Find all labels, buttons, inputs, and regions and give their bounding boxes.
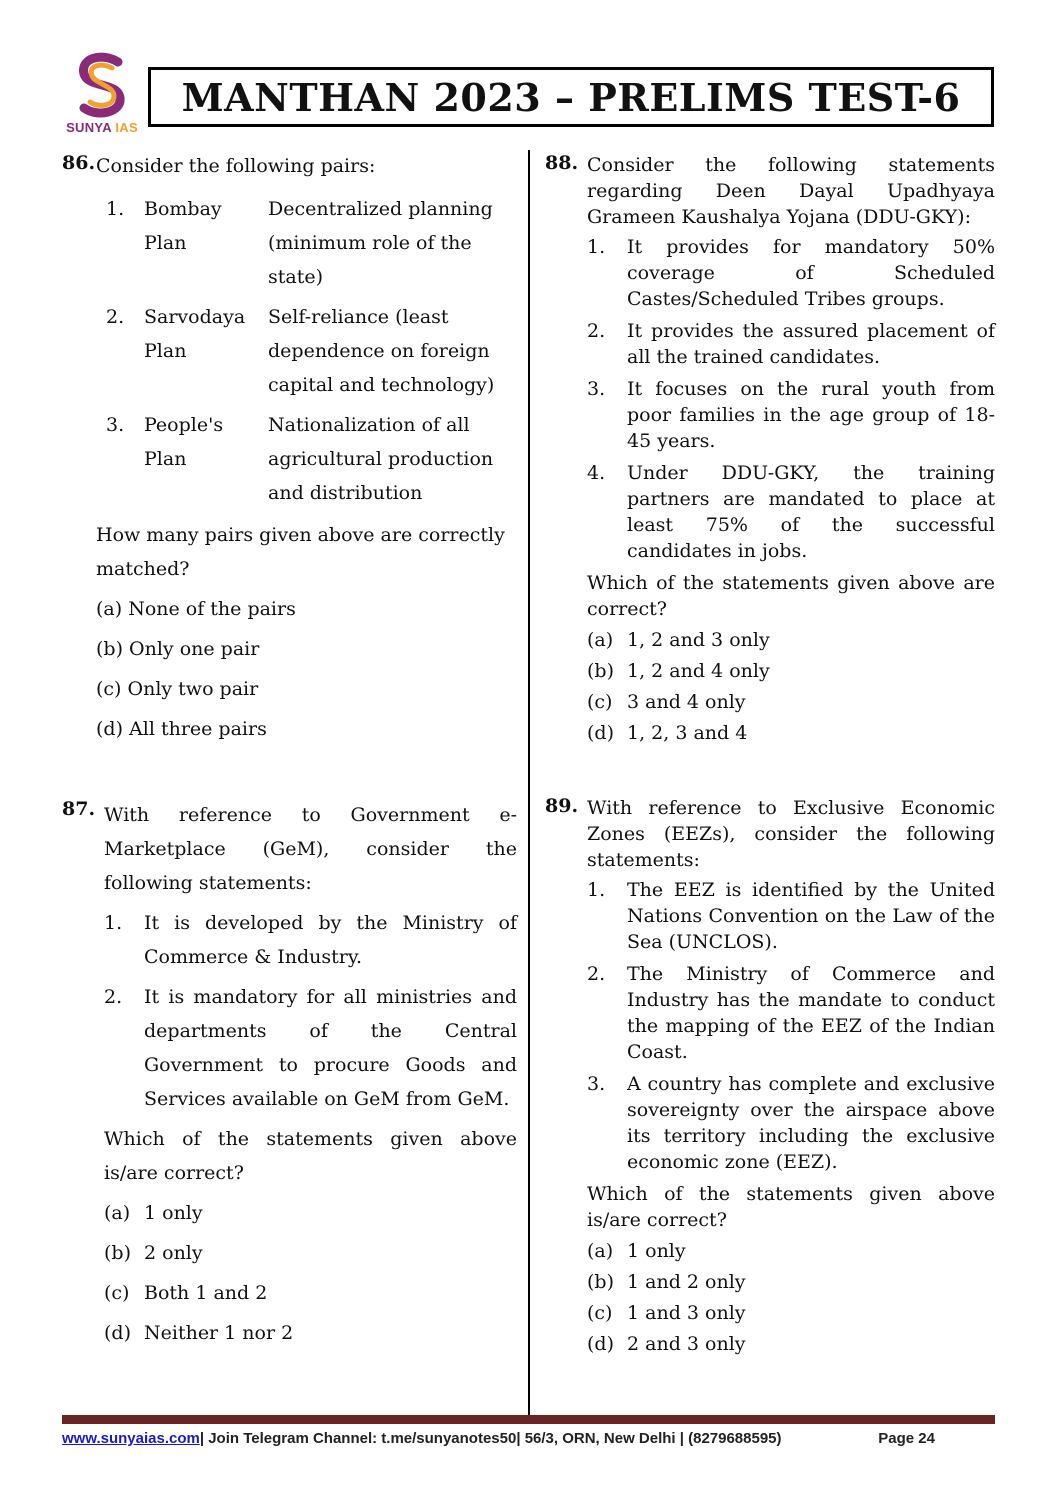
statement-number: 4. xyxy=(587,462,606,484)
option-text: 2 only xyxy=(144,1242,203,1264)
option-label: (a) xyxy=(587,629,614,651)
question-prompt: Which of the statements given above is/are correct? xyxy=(104,1128,517,1184)
question-stem: With reference to Government e-Marketplace (GeM), consider the following statements: xyxy=(104,804,517,894)
question-stem: Consider the following statements regarding Deen Dayal Upadhyaya Grameen Kaushalya Yojana (DDU-GKY): xyxy=(587,154,995,228)
option-b[interactable]: (b) Only one pair xyxy=(96,638,260,660)
pair-number: 1. xyxy=(106,198,125,220)
option-b[interactable] xyxy=(587,656,995,687)
pair-right: Nationalization of all agricultural production and distribution xyxy=(268,414,494,504)
statement-number: 3. xyxy=(587,1073,606,1095)
logo-text-ias: IAS xyxy=(115,120,138,135)
pair-row xyxy=(106,300,517,402)
option-b[interactable] xyxy=(104,1236,517,1270)
statement-number: 2. xyxy=(587,963,606,985)
option-label: (b) xyxy=(587,660,614,682)
statement-number: 1. xyxy=(587,236,606,258)
option-c[interactable] xyxy=(587,687,995,718)
option-d[interactable] xyxy=(587,1329,995,1360)
pair-row xyxy=(106,408,517,510)
statement xyxy=(587,961,995,1065)
pair-right: Self-reliance (least dependence on foreign capital and technology) xyxy=(268,306,495,396)
option-text: 2 and 3 only xyxy=(627,1333,746,1355)
option-label: (b) xyxy=(104,1242,131,1264)
title-box xyxy=(148,67,994,127)
option-label: (a) xyxy=(587,1240,614,1262)
pair-number: 2. xyxy=(106,306,125,328)
option-text: 1, 2 and 3 only xyxy=(627,629,770,651)
footer-info: | Join Telegram Channel: t.me/sunyanotes50| 56/3, ORN, New Delhi | (8279688595) xyxy=(199,1430,782,1447)
question-prompt: Which of the statements given above are correct? xyxy=(587,572,995,620)
option-d[interactable]: (d) All three pairs xyxy=(96,718,267,740)
option-c[interactable] xyxy=(587,1298,995,1329)
statement xyxy=(587,1071,995,1175)
right-column xyxy=(545,150,995,1360)
statement xyxy=(587,234,995,312)
option-label: (c) xyxy=(104,1282,130,1304)
statement xyxy=(587,877,995,955)
logo-text xyxy=(62,120,142,135)
sunya-ias-logo xyxy=(62,52,142,142)
option-text: 1 and 3 only xyxy=(627,1302,746,1324)
statement xyxy=(104,980,517,1116)
statement xyxy=(587,460,995,564)
statement-text: It is developed by the Ministry of Commerce & Industry. xyxy=(144,912,517,968)
option-label: (d) xyxy=(587,1333,614,1355)
question-stem: With reference to Exclusive Economic Zones (EEZs), consider the following statements: xyxy=(587,797,995,871)
option-text: Neither 1 nor 2 xyxy=(144,1322,294,1344)
pair-row xyxy=(106,192,517,294)
option-label: (c) xyxy=(587,1302,613,1324)
option-a[interactable]: (a) None of the pairs xyxy=(96,598,296,620)
left-column xyxy=(62,150,517,1350)
statement-text: It is mandatory for all ministries and departments of the Central Government to procure Goods and Services available on GeM from GeM. xyxy=(144,986,517,1110)
option-text: Both 1 and 2 xyxy=(144,1282,268,1304)
option-label: (c) xyxy=(587,691,613,713)
statement-number: 2. xyxy=(587,320,606,342)
pair-left: Sarvodaya Plan xyxy=(144,306,246,362)
question-prompt: How many pairs given above are correctly matched? xyxy=(96,524,505,580)
option-d[interactable] xyxy=(587,718,995,749)
option-label: (a) xyxy=(104,1202,131,1224)
question-86 xyxy=(62,152,517,746)
website-link[interactable]: www.sunyaias.com xyxy=(62,1430,200,1447)
option-text: 1 only xyxy=(627,1240,686,1262)
footer xyxy=(62,1430,995,1447)
question-number: 87. xyxy=(62,798,96,820)
page-number: Page 24 xyxy=(878,1430,935,1447)
question-stem: Consider the following pairs: xyxy=(96,155,376,177)
option-a[interactable] xyxy=(104,1196,517,1230)
page-title: MANTHAN 2023 – PRELIMS TEST-6 xyxy=(181,74,961,120)
option-label: (b) xyxy=(587,1271,614,1293)
statement-text: It provides the assured placement of all the trained candidates. xyxy=(627,320,995,368)
statement-number: 3. xyxy=(587,378,606,400)
pair-number: 3. xyxy=(106,414,125,436)
statement-text: A country has complete and exclusive sovereignty over the airspace above its territory including the exclusive economic zone (EEZ). xyxy=(627,1073,995,1173)
pair-left: Bombay Plan xyxy=(144,198,222,254)
option-b[interactable] xyxy=(587,1267,995,1298)
option-text: 1 and 2 only xyxy=(627,1271,746,1293)
statement-text: Under DDU-GKY, the training partners are mandated to place at least 75% of the successful candidates in jobs. xyxy=(627,462,995,562)
question-88 xyxy=(545,152,995,749)
logo-s-icon xyxy=(72,52,132,118)
option-c[interactable] xyxy=(104,1276,517,1310)
pair-left: People's Plan xyxy=(144,414,224,470)
question-89 xyxy=(545,795,995,1360)
statement-number: 1. xyxy=(104,912,123,934)
statement-text: It provides for mandatory 50% coverage of Scheduled Castes/Scheduled Tribes groups. xyxy=(627,236,995,310)
option-a[interactable] xyxy=(587,625,995,656)
question-number: 86. xyxy=(62,152,96,174)
option-c[interactable]: (c) Only two pair xyxy=(96,678,259,700)
question-number: 88. xyxy=(545,152,579,174)
option-text: 1, 2 and 4 only xyxy=(627,660,770,682)
statement xyxy=(587,376,995,454)
question-87 xyxy=(62,798,517,1350)
column-divider xyxy=(528,150,530,1415)
option-label: (d) xyxy=(104,1322,131,1344)
option-text: 3 and 4 only xyxy=(627,691,746,713)
statement xyxy=(104,906,517,974)
question-number: 89. xyxy=(545,795,579,817)
option-text: 1 only xyxy=(144,1202,203,1224)
footer-bar xyxy=(62,1415,995,1424)
statement xyxy=(587,318,995,370)
statement-text: The EEZ is identified by the United Nations Convention on the Law of the Sea (UNCLOS). xyxy=(627,879,995,953)
pair-right: Decentralized planning (minimum role of the state) xyxy=(268,198,493,288)
statement-text: The Ministry of Commerce and Industry has the mandate to conduct the mapping of the EEZ of the Indian Coast. xyxy=(627,963,995,1063)
statement-number: 2. xyxy=(104,986,123,1008)
option-a[interactable] xyxy=(587,1236,995,1267)
option-text: 1, 2, 3 and 4 xyxy=(627,722,748,744)
statement-text: It focuses on the rural youth from poor families in the age group of 18-45 years. xyxy=(627,378,995,452)
option-d[interactable] xyxy=(104,1316,517,1350)
statement-number: 1. xyxy=(587,879,606,901)
logo-text-sunya: SUNYA xyxy=(66,120,112,135)
question-prompt: Which of the statements given above is/are correct? xyxy=(587,1183,995,1231)
option-label: (d) xyxy=(587,722,614,744)
pairs-table xyxy=(106,192,517,510)
